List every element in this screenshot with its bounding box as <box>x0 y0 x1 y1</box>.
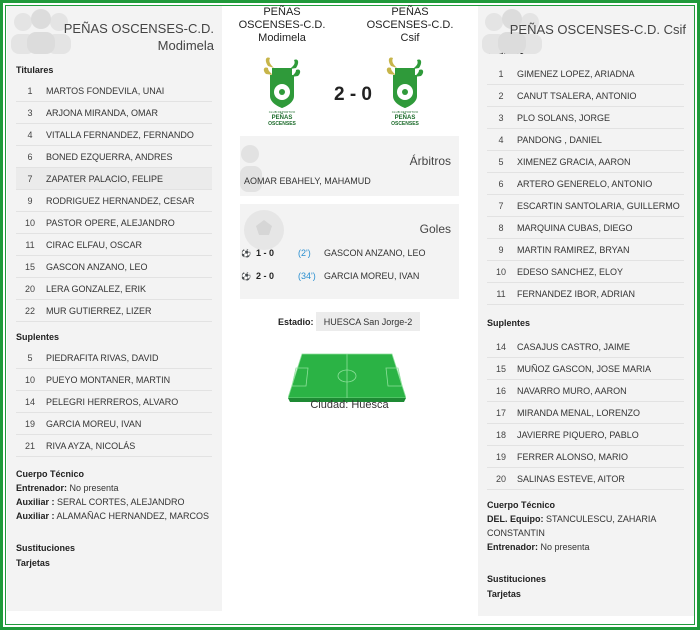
referee-name: AOMAR EBAHELY, MAHAMUD <box>244 176 371 186</box>
player-number: 7 <box>498 200 504 211</box>
player-row[interactable] <box>487 468 684 490</box>
player-name[interactable]: GIMENEZ LOPEZ, ARIADNA <box>517 68 635 79</box>
player-number: 16 <box>495 385 506 396</box>
player-name[interactable]: MIRANDA MENAL, LORENZO <box>517 407 641 418</box>
player-row[interactable] <box>16 256 212 278</box>
player-number: 1 <box>27 85 33 96</box>
player-row[interactable] <box>487 261 684 283</box>
goal-score: 1 - 0 <box>255 248 274 258</box>
home-team-name-line1: PEÑAS OSCENSES-C.D. <box>63 21 214 36</box>
player-name[interactable]: MUÑOZ GASCON, JOSE MARIA <box>517 363 652 374</box>
player-number: 4 <box>498 134 504 145</box>
home-tarjetas-heading: Tarjetas <box>16 558 50 568</box>
player-row[interactable] <box>16 80 212 102</box>
player-name[interactable]: PELEGRI HERREROS, ALVARO <box>46 396 179 407</box>
staff-member <box>478 512 694 540</box>
match-home-line1: PEÑAS <box>263 6 301 18</box>
staff-member <box>7 495 222 509</box>
player-number: 7 <box>27 173 33 184</box>
player-name[interactable]: PASTOR OPERE, ALEJANDRO <box>46 217 175 228</box>
home-team-crest-icon[interactable] <box>262 56 302 128</box>
player-number: 4 <box>27 129 33 140</box>
player-row[interactable] <box>487 336 684 358</box>
player-number: 17 <box>495 407 506 418</box>
away-tarjetas-heading: Tarjetas <box>487 589 521 599</box>
player-row[interactable] <box>487 424 684 446</box>
player-number: 8 <box>498 222 504 233</box>
player-row[interactable] <box>16 190 212 212</box>
player-name[interactable]: CANUT TSALERA, ANTONIO <box>517 90 637 101</box>
player-number: 14 <box>495 341 506 352</box>
goal-row <box>240 265 459 287</box>
player-name[interactable]: SALINAS ESTEVE, AITOR <box>517 473 625 484</box>
away-team-name: PEÑAS OSCENSES-C.D. Csif <box>509 22 686 37</box>
player-number: 11 <box>496 288 506 299</box>
player-number: 18 <box>495 429 506 440</box>
staff-role: Auxiliar : <box>16 497 55 507</box>
goal-minute: (34') <box>298 271 316 281</box>
player-number: 1 <box>498 68 504 79</box>
player-name[interactable]: PLO SOLANS, JORGE <box>517 112 611 123</box>
match-home-team[interactable] <box>232 6 332 45</box>
player-number: 9 <box>27 195 33 206</box>
player-name[interactable]: MUR GUTIERREZ, LIZER <box>46 305 152 316</box>
player-row[interactable] <box>16 146 212 168</box>
player-row[interactable] <box>487 107 684 129</box>
match-away-line1: PEÑAS <box>391 6 429 18</box>
player-row[interactable] <box>16 212 212 234</box>
stadium-label: Estadio: <box>278 317 314 327</box>
soccer-ball-icon: ⚽ <box>241 271 251 281</box>
away-crest-text-1: PEÑAS <box>394 115 416 121</box>
staff-name: STANCULESCU, ZAHARIA CONSTANTIN <box>487 514 656 538</box>
player-number: 3 <box>498 112 504 123</box>
player-row[interactable] <box>16 413 212 435</box>
match-score: 2 - 0 <box>333 84 373 105</box>
player-name[interactable]: FERNANDEZ IBOR, ADRIAN <box>517 288 636 299</box>
player-row[interactable] <box>487 63 684 85</box>
player-row[interactable] <box>16 369 212 391</box>
player-name[interactable]: GARCIA MOREU, IVAN <box>46 418 142 429</box>
home-suplentes-heading: Suplentes <box>16 332 60 342</box>
player-row[interactable] <box>16 124 212 146</box>
player-row[interactable] <box>16 278 212 300</box>
player-row[interactable] <box>16 168 212 190</box>
football-pitch-icon <box>288 350 406 402</box>
player-name[interactable]: CIRAC ELFAU, OSCAR <box>46 239 143 250</box>
staff-role: Entrenador: <box>487 542 539 552</box>
away-team-panel <box>478 6 694 616</box>
player-number: 9 <box>498 244 504 255</box>
player-name[interactable]: RODRIGUEZ HERNANDEZ, CESAR <box>46 195 195 206</box>
player-number: 6 <box>498 178 504 189</box>
match-home-line3: Modimela <box>258 32 306 44</box>
player-row[interactable] <box>487 239 684 261</box>
home-team-header <box>7 6 222 56</box>
goal-scorer[interactable]: GASCON ANZANO, LEO <box>324 248 426 258</box>
player-row[interactable] <box>16 347 212 369</box>
player-row[interactable] <box>487 195 684 217</box>
staff-role: Auxiliar : <box>16 511 55 521</box>
home-crest-text-2: OSCENSES <box>268 121 296 127</box>
player-row[interactable] <box>16 435 212 457</box>
match-home-line2: OSCENSES-C.D. <box>238 19 326 31</box>
city-label: Ciudad: Huesca <box>310 399 389 411</box>
staff-member <box>7 481 222 495</box>
player-name[interactable]: JAVIERRE PIQUERO, PABLO <box>517 429 639 440</box>
player-row[interactable] <box>487 446 684 468</box>
goal-scorer[interactable]: GARCIA MOREU, IVAN <box>324 271 420 281</box>
stadium-name[interactable]: HUESCA San Jorge-2 <box>316 312 420 331</box>
home-titulares-heading: Titulares <box>16 65 54 75</box>
referees-title: Árbitros <box>409 154 451 168</box>
player-number: 2 <box>498 90 504 101</box>
player-name[interactable]: RIVA AYZA, NICOLÁS <box>46 440 136 451</box>
away-subs-list <box>478 336 694 490</box>
player-number: 20 <box>24 283 35 294</box>
staff-member <box>478 540 694 554</box>
away-crest-text-top: CLUB DEPORTIVO <box>391 110 419 114</box>
goal-row <box>240 242 459 264</box>
soccer-ball-icon: ⚽ <box>241 248 251 258</box>
player-name[interactable]: FERRER ALONSO, MARIO <box>517 451 629 462</box>
away-team-crest-icon[interactable] <box>385 56 425 128</box>
match-away-line3: Csif <box>400 32 420 44</box>
player-row[interactable] <box>487 283 684 305</box>
player-row[interactable] <box>487 358 684 380</box>
player-name[interactable]: CASAJUS CASTRO, JAIME <box>517 341 631 352</box>
player-name[interactable]: MARQUINA CUBAS, DIEGO <box>517 222 633 233</box>
player-row[interactable] <box>16 300 212 322</box>
player-row[interactable] <box>487 380 684 402</box>
player-number: 15 <box>495 363 506 374</box>
player-row[interactable] <box>16 391 212 413</box>
goal-minute: (2') <box>298 248 311 258</box>
staff-role: DEL. Equipo: <box>487 514 544 524</box>
referees-card <box>240 136 459 196</box>
home-starters-list <box>7 80 222 322</box>
player-name[interactable]: ESCARTIN SANTOLARIA, GUILLERMO <box>517 200 680 211</box>
goals-card <box>240 204 459 299</box>
away-sustituciones-heading: Sustituciones <box>487 574 547 584</box>
player-name[interactable]: ZAPATER PALACIO, FELIPE <box>46 173 164 184</box>
player-number: 10 <box>24 374 35 385</box>
player-name[interactable]: GASCON ANZANO, LEO <box>46 261 148 272</box>
home-staff-heading: Cuerpo Técnico <box>16 469 85 479</box>
home-subs-list <box>7 347 222 457</box>
player-row[interactable] <box>487 402 684 424</box>
player-row[interactable] <box>487 173 684 195</box>
player-row[interactable] <box>487 151 684 173</box>
player-name[interactable]: ARTERO GENERELO, ANTONIO <box>517 178 653 189</box>
home-staff-list <box>7 481 222 523</box>
player-name[interactable]: LERA GONZALEZ, ERIK <box>46 283 147 294</box>
player-number: 22 <box>24 305 35 316</box>
player-number: 15 <box>24 261 35 272</box>
home-team-panel <box>7 6 222 611</box>
match-away-team[interactable] <box>360 6 460 45</box>
match-away-line2: OSCENSES-C.D. <box>366 19 454 31</box>
player-number: 5 <box>27 352 33 363</box>
player-row[interactable] <box>16 234 212 256</box>
home-team-name-line2: Modimela <box>157 38 214 53</box>
away-starters-list <box>478 63 694 305</box>
player-number: 3 <box>27 107 33 118</box>
player-number: 6 <box>27 151 33 162</box>
home-crest-text-top: CLUB DEPORTIVO <box>268 110 296 114</box>
staff-name: No presenta <box>538 542 590 552</box>
player-row[interactable] <box>16 102 212 124</box>
away-crest-text-2: OSCENSES <box>391 121 419 127</box>
goal-score: 2 - 0 <box>255 271 274 281</box>
home-sustituciones-heading: Sustituciones <box>16 543 76 553</box>
player-name[interactable]: NAVARRO MURO, AARON <box>517 385 627 396</box>
player-number: 21 <box>24 440 35 451</box>
player-name[interactable]: MARTIN RAMIREZ, BRYAN <box>517 244 630 255</box>
player-number: 19 <box>24 418 35 429</box>
player-name[interactable]: VITALLA FERNANDEZ, FERNANDO <box>46 129 194 140</box>
player-row[interactable] <box>487 217 684 239</box>
player-number: 20 <box>495 473 506 484</box>
player-number: 11 <box>25 239 35 250</box>
player-number: 10 <box>24 217 35 228</box>
away-suplentes-heading: Suplentes <box>487 318 531 328</box>
player-name[interactable]: BONED EZQUERRA, ANDRES <box>46 151 173 162</box>
away-staff-heading: Cuerpo Técnico <box>487 500 556 510</box>
player-name[interactable]: PUEYO MONTANER, MARTIN <box>46 374 171 385</box>
staff-role: Entrenador: <box>16 483 68 493</box>
staff-member <box>7 509 222 523</box>
home-crest-text-1: PEÑAS <box>271 115 293 121</box>
away-staff-list <box>478 512 694 554</box>
player-number: 19 <box>495 451 506 462</box>
player-name[interactable]: ARJONA MIRANDA, OMAR <box>46 107 159 118</box>
away-team-header <box>478 6 694 46</box>
staff-name: ALAMAÑAC HERNANDEZ, MARCOS <box>54 511 210 521</box>
player-row[interactable] <box>487 85 684 107</box>
player-number: 10 <box>495 266 506 277</box>
staff-name: No presenta <box>67 483 119 493</box>
goals-title: Goles <box>419 222 451 236</box>
player-row[interactable] <box>487 129 684 151</box>
player-name[interactable]: XIMENEZ GRACIA, AARON <box>517 156 631 167</box>
player-number: 5 <box>498 156 504 167</box>
player-name[interactable]: PANDONG , DANIEL <box>517 134 602 145</box>
player-name[interactable]: EDESO SANCHEZ, ELOY <box>517 266 624 277</box>
player-name[interactable]: MARTOS FONDEVILA, UNAI <box>46 85 165 96</box>
player-number: 14 <box>24 396 35 407</box>
player-name[interactable]: PIEDRAFITA RIVAS, DAVID <box>46 352 159 363</box>
staff-name: SERAL CORTES, ALEJANDRO <box>54 497 185 507</box>
